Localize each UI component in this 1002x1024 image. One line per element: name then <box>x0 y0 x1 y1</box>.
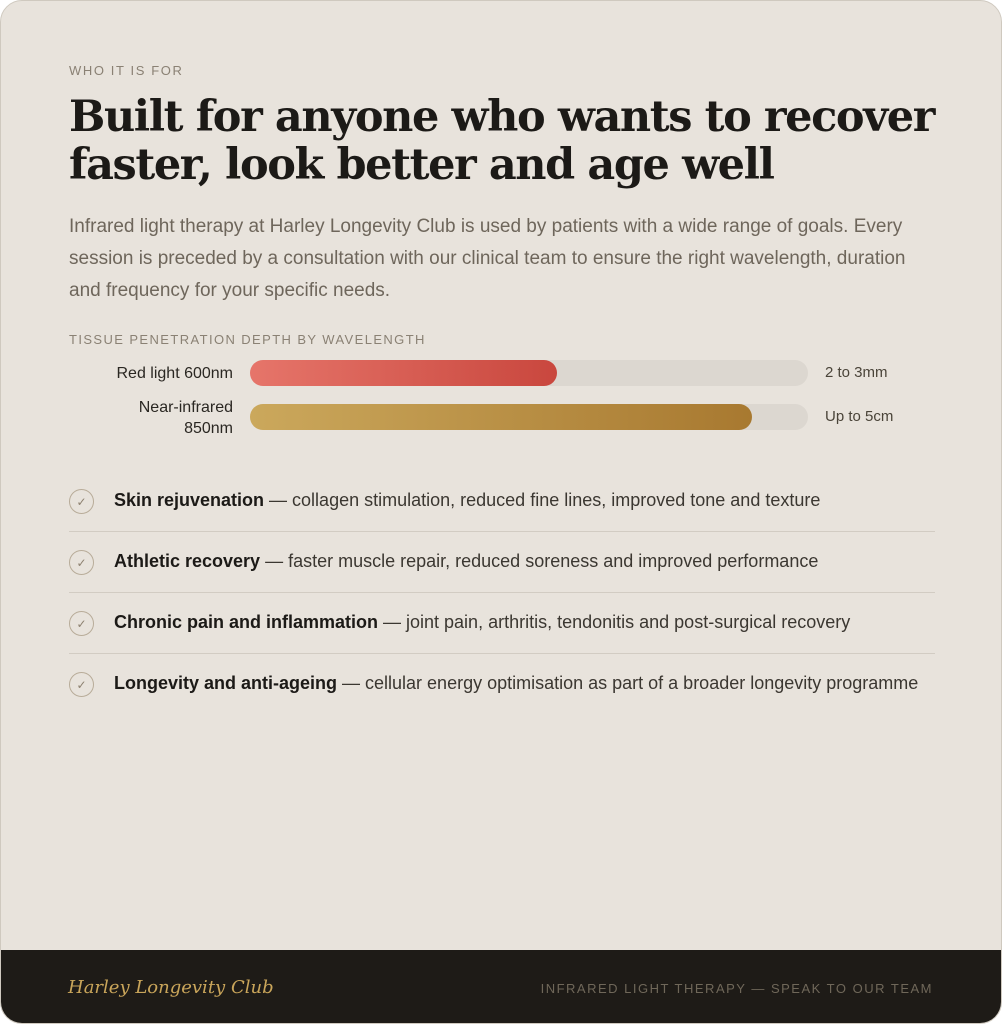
bar-track <box>250 360 808 386</box>
list-item-text <box>114 670 918 696</box>
list-item-title: Athletic recovery <box>114 551 261 571</box>
list-item <box>69 654 935 714</box>
bar-row-nir <box>69 399 935 448</box>
list-item-title: Skin rejuvenation <box>114 490 265 510</box>
list-item-text <box>114 548 818 574</box>
list-item <box>69 471 935 532</box>
bar-value: Up to 5cm <box>825 408 894 425</box>
list-item-text <box>114 609 850 635</box>
list-item <box>69 593 935 654</box>
list-item-desc: — faster muscle repair, reduced soreness and improved performance <box>260 551 819 571</box>
list-item-desc: — collagen stimulation, reduced fine lines, improved tone and texture <box>264 490 821 510</box>
bar-value: 2 to 3mm <box>825 364 888 381</box>
page-title: Built for anyone who wants to recover faster, look better and age well <box>69 92 934 190</box>
list-item-title: Longevity and anti-ageing <box>114 673 338 693</box>
list-item <box>69 532 935 593</box>
check-circle-icon: ✓ <box>69 550 94 575</box>
check-circle-icon: ✓ <box>69 672 94 697</box>
list-item-title: Chronic pain and inflammation <box>114 612 379 632</box>
chart-title: TISSUE PENETRATION DEPTH BY WAVELENGTH <box>69 332 426 347</box>
benefits-list <box>69 471 935 714</box>
list-item-text <box>114 487 820 513</box>
check-circle-icon: ✓ <box>69 611 94 636</box>
footer-brand: Harley Longevity Club <box>68 977 274 998</box>
bar-fill-red <box>250 360 557 386</box>
bar-fill-gold <box>250 404 752 430</box>
check-circle-icon: ✓ <box>69 489 94 514</box>
list-item-desc: — cellular energy optimisation as part of a broader longevity programme <box>337 673 919 693</box>
intro-paragraph: Infrared light therapy at Harley Longevity Club is used by patients with a wide range of goals. Every session is preceded by a consultation with our clinical team to ensure the right wavelength, duration and frequency for your specific needs. <box>69 216 906 301</box>
footer <box>1 950 1001 1023</box>
bar-label: Red light 600nm <box>116 365 233 382</box>
bar-label: Near-infrared 850nm <box>138 399 233 437</box>
list-item-desc: — joint pain, arthritis, tendonitis and post-surgical recovery <box>378 612 851 632</box>
section-eyebrow: WHO IT IS FOR <box>69 63 184 78</box>
footer-cta[interactable]: INFRARED LIGHT THERAPY — SPEAK TO OUR TEAM <box>540 981 933 996</box>
bar-track <box>250 404 808 430</box>
